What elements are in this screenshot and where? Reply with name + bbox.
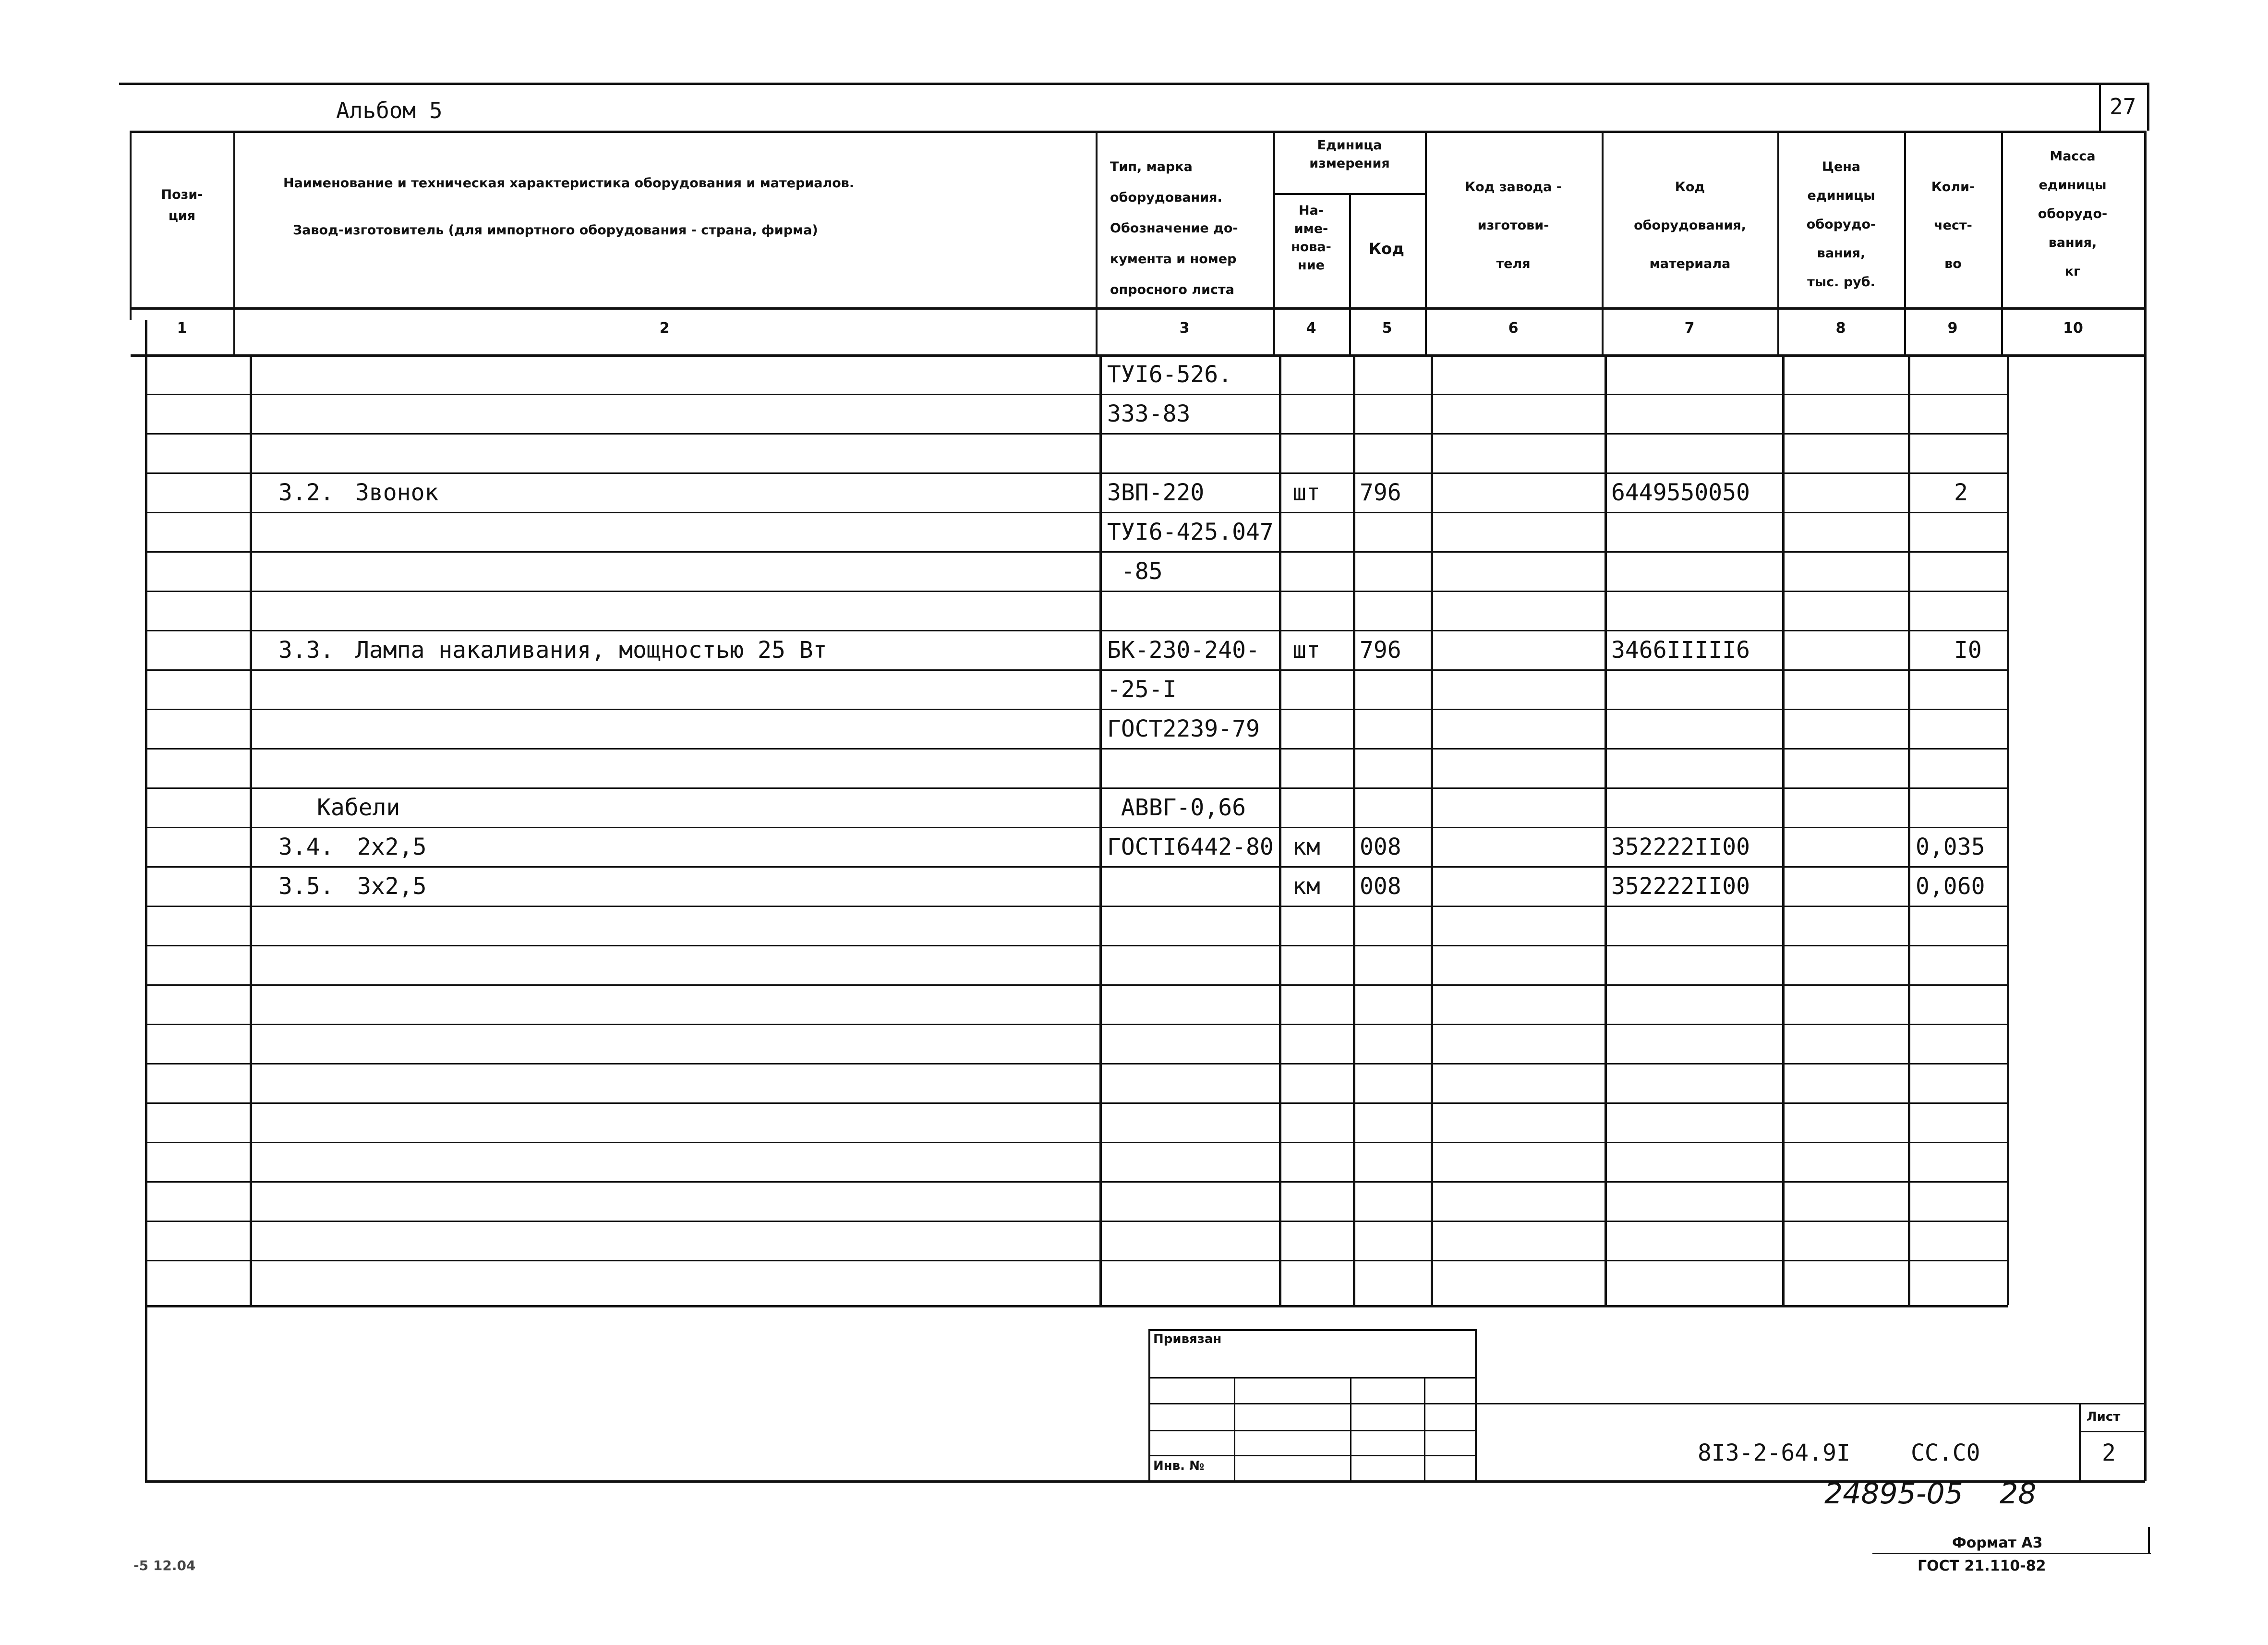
cell-name: 3х2,5 xyxy=(357,873,427,900)
cell-name: Лампа накаливания, мощностью 25 Вт xyxy=(355,637,827,664)
row-line-11 xyxy=(145,787,2008,789)
column-number-9: 9 xyxy=(1947,320,1958,337)
cell-unit-code: 796 xyxy=(1360,637,1401,664)
body-col-divider-8 xyxy=(1908,354,1910,1305)
row-line-18 xyxy=(145,1063,2008,1064)
sheet-number: 2 xyxy=(2102,1439,2116,1466)
col-position-header: Пози- ция xyxy=(161,187,203,223)
row-line-1 xyxy=(145,394,2008,395)
cell-quantity: I0 xyxy=(1954,637,1982,664)
document-mark: СС.С0 xyxy=(1911,1439,1980,1466)
row-line-5 xyxy=(145,551,2008,553)
body-col-divider-3 xyxy=(1279,354,1281,1305)
format-label: Формат А3 xyxy=(1952,1535,2043,1551)
row-line-12 xyxy=(145,827,2008,828)
cell-name: Кабели xyxy=(317,794,400,821)
doc-code-line xyxy=(1477,1403,2146,1404)
cell-position: 3.5. xyxy=(278,873,334,900)
col-name-header-line1: Наименование и техническая характеристика оборудования и материалов. xyxy=(283,176,855,191)
table-top-border xyxy=(130,131,2146,133)
cell-name: 2х2,5 xyxy=(357,834,427,860)
col-name-header-line2: Завод-изготовитель (для импортного оборудования - страна, фирма) xyxy=(293,223,818,238)
cell-unit-code: 008 xyxy=(1360,873,1401,900)
cell-equipment-code: 352222II00 xyxy=(1611,873,1750,900)
document-code: 8I3-2-64.9I xyxy=(1698,1439,1850,1466)
cell-name: Звонок xyxy=(355,479,439,506)
column-number-6: 6 xyxy=(1508,320,1519,337)
cell-unit-name: км xyxy=(1292,834,1320,860)
cell-quantity: 0,035 xyxy=(1916,834,1985,860)
cell-equipment-code: 3466IIIII6 xyxy=(1611,637,1750,664)
row-line-6 xyxy=(145,591,2008,592)
col-price-header: Цена единицы оборудо- вания, тыс. руб. xyxy=(1806,159,1876,290)
col-type-header: Тип, марка оборудования. Обозначение до- кумента и номер опросного листа xyxy=(1110,159,1238,297)
column-number-1: 1 xyxy=(177,320,187,337)
row-line-21 xyxy=(145,1181,2008,1183)
row-line-9 xyxy=(145,709,2008,710)
cell-unit-code: 796 xyxy=(1360,479,1401,506)
row-line-22 xyxy=(145,1221,2008,1222)
stamp-box-left xyxy=(1148,1329,1150,1482)
cell-unit-code: 008 xyxy=(1360,834,1401,860)
row-line-2 xyxy=(145,433,2008,435)
col-factory-code-header: Код завода - изготови- теля xyxy=(1465,180,1562,271)
column-number-2: 2 xyxy=(659,320,670,337)
cell-type-mark: ТУI6-526. xyxy=(1107,361,1232,388)
stamp-line-1 xyxy=(1148,1377,1477,1379)
inventory-label: Инв. № xyxy=(1153,1459,1205,1473)
row-line-8 xyxy=(145,669,2008,671)
sheet-label: Лист xyxy=(2087,1410,2121,1424)
cell-quantity: 0,060 xyxy=(1916,873,1985,900)
page-number: 27 xyxy=(2110,94,2136,120)
stamp-vline-2 xyxy=(1350,1377,1351,1482)
stamp-box-top xyxy=(1148,1329,1477,1331)
column-number-10: 10 xyxy=(2063,320,2083,337)
cell-unit-name: шт xyxy=(1292,637,1320,664)
body-bottom-line xyxy=(145,1305,2008,1307)
stamp-line-3 xyxy=(1148,1430,1477,1431)
footer-right-tick xyxy=(2148,1527,2150,1554)
row-line-19 xyxy=(145,1102,2008,1104)
row-line-14 xyxy=(145,906,2008,907)
body-col-divider-9 xyxy=(2007,354,2009,1305)
col-quantity-header: Коли- чест- во xyxy=(1931,180,1975,271)
row-line-17 xyxy=(145,1024,2008,1025)
cell-type-mark: БК-230-240- xyxy=(1107,637,1260,664)
cell-position: 3.3. xyxy=(278,637,334,664)
column-number-3: 3 xyxy=(1179,320,1190,337)
row-line-10 xyxy=(145,748,2008,750)
cell-type-mark: ГОСТ2239-79 xyxy=(1107,715,1260,742)
cell-unit-name: шт xyxy=(1292,479,1320,506)
stamp-box-right xyxy=(1475,1329,1477,1482)
column-number-5: 5 xyxy=(1382,320,1392,337)
cell-equipment-code: 352222II00 xyxy=(1611,834,1750,860)
cell-type-mark: ТУI6-425.047 xyxy=(1107,519,1274,545)
header-bottom-line xyxy=(131,307,2145,310)
cell-position: 3.4. xyxy=(278,834,334,860)
body-col-divider-5 xyxy=(1431,354,1433,1305)
body-col-divider-1 xyxy=(250,354,252,1305)
cell-equipment-code: 6449550050 xyxy=(1611,479,1750,506)
cell-type-mark: ГОСТI6442-80 xyxy=(1107,834,1274,860)
body-col-divider-7 xyxy=(1782,354,1785,1305)
body-col-divider-6 xyxy=(1604,354,1607,1305)
body-col-divider-4 xyxy=(1353,354,1355,1305)
col-equipment-code-header: Код оборудования, материала xyxy=(1634,180,1746,271)
col-unit-code-header: Код xyxy=(1369,240,1404,258)
cell-unit-name: км xyxy=(1292,873,1320,900)
sheet-box-mid xyxy=(2079,1431,2146,1432)
column-number-4: 4 xyxy=(1306,320,1316,337)
row-line-13 xyxy=(145,866,2008,868)
cell-position: 3.2. xyxy=(278,479,334,506)
cell-type-mark: -85 xyxy=(1107,558,1163,585)
stamp-line-2 xyxy=(1148,1403,1477,1404)
page-box-right xyxy=(2147,83,2149,131)
col-mass-header: Масса единицы оборудо- вания, кг xyxy=(2038,149,2108,279)
row-line-15 xyxy=(145,945,2008,946)
footer-baseline xyxy=(1872,1553,2151,1554)
column-number-7: 7 xyxy=(1684,320,1695,337)
page-box-left xyxy=(2099,83,2101,131)
gost-label: ГОСТ 21.110-82 xyxy=(1918,1558,2046,1574)
stamp-vline-3 xyxy=(1424,1377,1425,1482)
col-unit-name-header: На- име- нова- ние xyxy=(1291,203,1331,273)
row-line-7 xyxy=(145,630,2008,631)
row-line-23 xyxy=(145,1260,2008,1261)
corner-note: -5 12.04 xyxy=(133,1558,196,1573)
column-number-8: 8 xyxy=(1835,320,1846,337)
handwritten-note: 24895-05 28 xyxy=(1824,1477,2037,1511)
sheet-box-left xyxy=(2079,1403,2081,1482)
cell-type-mark: АВВГ-0,66 xyxy=(1107,794,1246,821)
cell-type-mark: -25-I xyxy=(1107,676,1177,703)
col-unit-group-header: Единица измерения xyxy=(1309,138,1390,171)
album-title: Альбом 5 xyxy=(336,97,443,123)
body-col-divider-2 xyxy=(1099,354,1102,1305)
cell-type-mark: 333-83 xyxy=(1107,400,1191,427)
row-line-16 xyxy=(145,984,2008,986)
stamp-vline-1 xyxy=(1234,1377,1235,1482)
cell-quantity: 2 xyxy=(1954,479,1968,506)
row-line-3 xyxy=(145,472,2008,474)
top-border xyxy=(119,83,2149,85)
cell-type-mark: ЗВП-220 xyxy=(1107,479,1205,506)
stamp-line-4 xyxy=(1148,1455,1477,1456)
row-line-4 xyxy=(145,512,2008,513)
row-line-20 xyxy=(145,1142,2008,1143)
column-numbers-bottom-line xyxy=(131,354,2145,357)
linked-label: Привязан xyxy=(1153,1332,1222,1346)
